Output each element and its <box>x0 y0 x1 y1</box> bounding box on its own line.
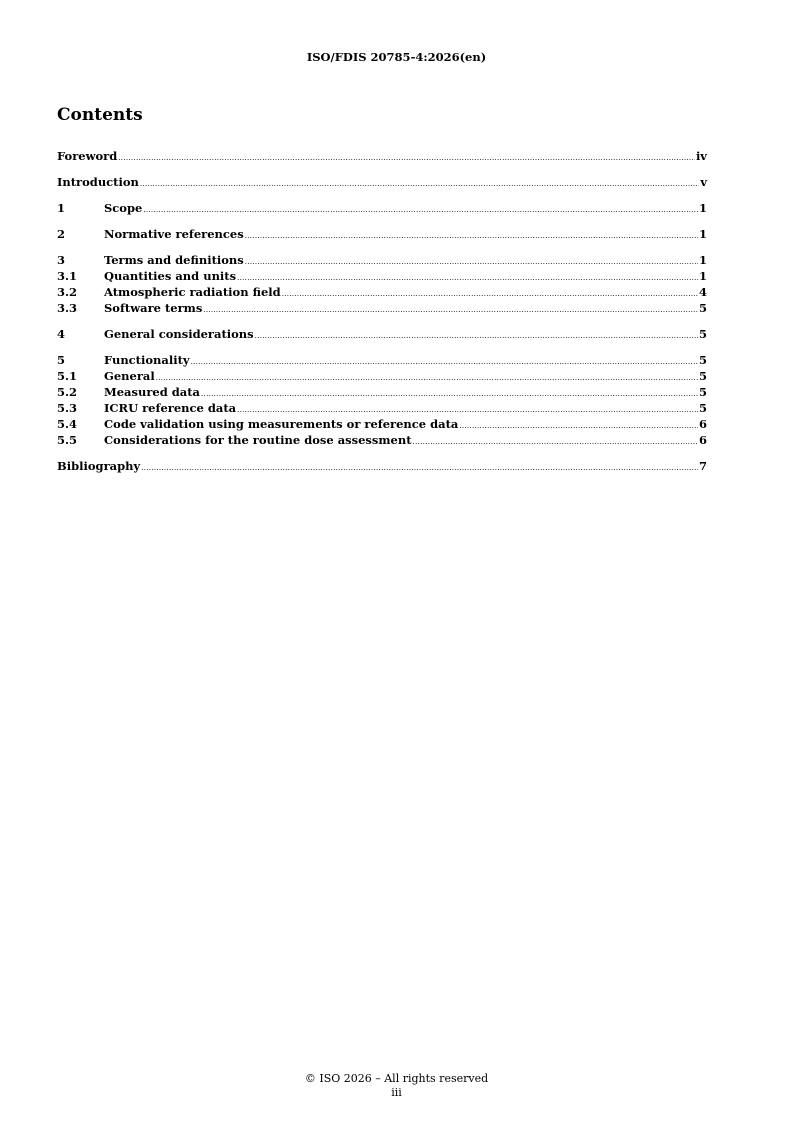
toc-entry-number: 3.1 <box>57 269 78 283</box>
toc-entry-number: 4 <box>57 327 66 341</box>
toc-entry-page: 5 <box>698 385 707 399</box>
toc-entry-introduction[interactable] <box>57 174 707 190</box>
toc-entry-title: Bibliography <box>57 459 141 473</box>
page-footer <box>0 1072 793 1100</box>
toc-entry-page: 5 <box>698 353 707 367</box>
toc-entry-normative-references[interactable] <box>57 226 707 242</box>
toc-leader-dots <box>459 418 698 434</box>
toc-leader-dots <box>201 386 698 402</box>
toc-entry-page: 5 <box>698 401 707 415</box>
toc-entry-number: 5.1 <box>57 369 78 383</box>
toc-entry-page: 5 <box>698 327 707 341</box>
toc-entry-title: Atmospheric radiation field <box>104 285 281 299</box>
toc-entry-number: 5 <box>57 353 66 367</box>
toc-entry-measured-data[interactable] <box>57 384 707 400</box>
toc-leader-dots <box>203 302 698 318</box>
toc-leader-dots <box>255 328 698 344</box>
toc-entry-page: v <box>700 175 707 189</box>
toc-entry-page: 4 <box>698 285 707 299</box>
toc-entry-title: Considerations for the routine dose assessment <box>104 433 412 447</box>
toc-entry-page: 6 <box>698 417 707 431</box>
toc-entry-title: Introduction <box>57 175 139 189</box>
toc-leader-dots <box>141 460 698 476</box>
toc-entry-page: 1 <box>698 269 707 283</box>
document-id-header: ISO/FDIS 20785-4:2026(en) <box>306 50 487 64</box>
toc-entry-bibliography[interactable] <box>57 458 707 474</box>
toc-leader-dots <box>245 254 698 270</box>
toc-leader-dots <box>413 434 698 450</box>
toc-entry-functionality[interactable] <box>57 352 707 368</box>
toc-entry-scope[interactable] <box>57 200 707 216</box>
toc-entry-title: Terms and definitions <box>104 253 244 267</box>
toc-entry-page: 6 <box>698 433 707 447</box>
page-number: iii <box>391 1086 402 1099</box>
toc-leader-dots <box>282 286 698 302</box>
toc-entry-page: 5 <box>698 369 707 383</box>
toc-entry-number: 3.3 <box>57 301 78 315</box>
toc-entry-number: 3.2 <box>57 285 78 299</box>
toc-entry-title: Foreword <box>57 149 118 163</box>
toc-leader-dots <box>143 202 698 218</box>
toc-entry-page: 1 <box>698 227 707 241</box>
toc-leader-dots <box>245 228 698 244</box>
toc-entry-title: Quantities and units <box>104 269 237 283</box>
toc-entry-quantities-and-units[interactable] <box>57 268 707 284</box>
toc-entry-title: Software terms <box>104 301 203 315</box>
toc-entry-number: 2 <box>57 227 66 241</box>
toc-entry-number: 3 <box>57 253 66 267</box>
toc-entry-page: 7 <box>698 459 707 473</box>
toc-entry-number: 5.2 <box>57 385 78 399</box>
toc-leader-dots <box>191 354 698 370</box>
toc-entry-foreword[interactable] <box>57 148 707 164</box>
toc-entry-general-considerations[interactable] <box>57 326 707 342</box>
toc-leader-dots <box>118 150 695 166</box>
toc-entry-icru-reference-data[interactable] <box>57 400 707 416</box>
toc-entry-title: Scope <box>104 201 143 215</box>
toc-leader-dots <box>140 176 699 192</box>
toc-entry-software-terms[interactable] <box>57 300 707 316</box>
toc-entry-page: 1 <box>698 253 707 267</box>
toc-entry-title: ICRU reference data <box>104 401 237 415</box>
toc-entry-title: Normative references <box>104 227 244 241</box>
copyright-notice: © ISO 2026 – All rights reserved <box>304 1072 489 1085</box>
toc-entry-number: 5.3 <box>57 401 78 415</box>
toc-entry-number: 5.5 <box>57 433 78 447</box>
toc-entry-general[interactable] <box>57 368 707 384</box>
toc-entry-routine-dose-assessment[interactable] <box>57 432 707 448</box>
toc-entry-terms-and-definitions[interactable] <box>57 252 707 268</box>
toc-entry-atmospheric-radiation-field[interactable] <box>57 284 707 300</box>
contents-heading: Contents <box>57 105 143 125</box>
table-of-contents <box>57 148 707 474</box>
toc-leader-dots <box>156 370 698 386</box>
toc-entry-title: Functionality <box>104 353 190 367</box>
toc-entry-number: 1 <box>57 201 66 215</box>
toc-entry-number: 5.4 <box>57 417 78 431</box>
toc-entry-page: iv <box>695 149 707 163</box>
toc-entry-page: 1 <box>698 201 707 215</box>
toc-entry-title: General considerations <box>104 327 254 341</box>
toc-entry-title: General <box>104 369 155 383</box>
toc-entry-title: Measured data <box>104 385 201 399</box>
toc-leader-dots <box>237 270 698 286</box>
toc-entry-code-validation[interactable] <box>57 416 707 432</box>
toc-entry-page: 5 <box>698 301 707 315</box>
toc-entry-title: Code validation using measurements or reference data <box>104 417 459 431</box>
